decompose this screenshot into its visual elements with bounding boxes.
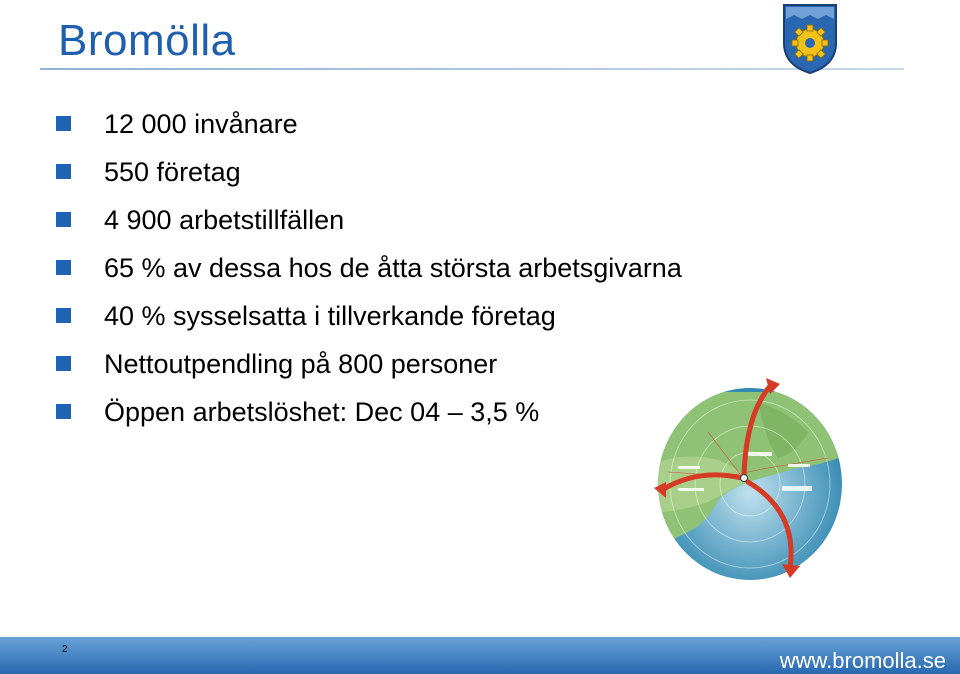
website-link[interactable]: www.bromolla.se: [779, 648, 946, 673]
bullet-square-icon: [56, 212, 71, 227]
regional-commute-map: [648, 372, 852, 584]
bullet-square-icon: [56, 308, 71, 323]
bullet-square-icon: [56, 356, 71, 371]
title-underline: [40, 68, 904, 70]
page-number: 2: [62, 644, 68, 655]
bullet-square-icon: [56, 404, 71, 419]
bullet-square-icon: [56, 116, 71, 131]
bullet-square-icon: [56, 164, 71, 179]
slide-title: Bromölla: [58, 16, 236, 65]
coat-of-arms-icon: [780, 3, 840, 75]
bullet-square-icon: [56, 260, 71, 275]
